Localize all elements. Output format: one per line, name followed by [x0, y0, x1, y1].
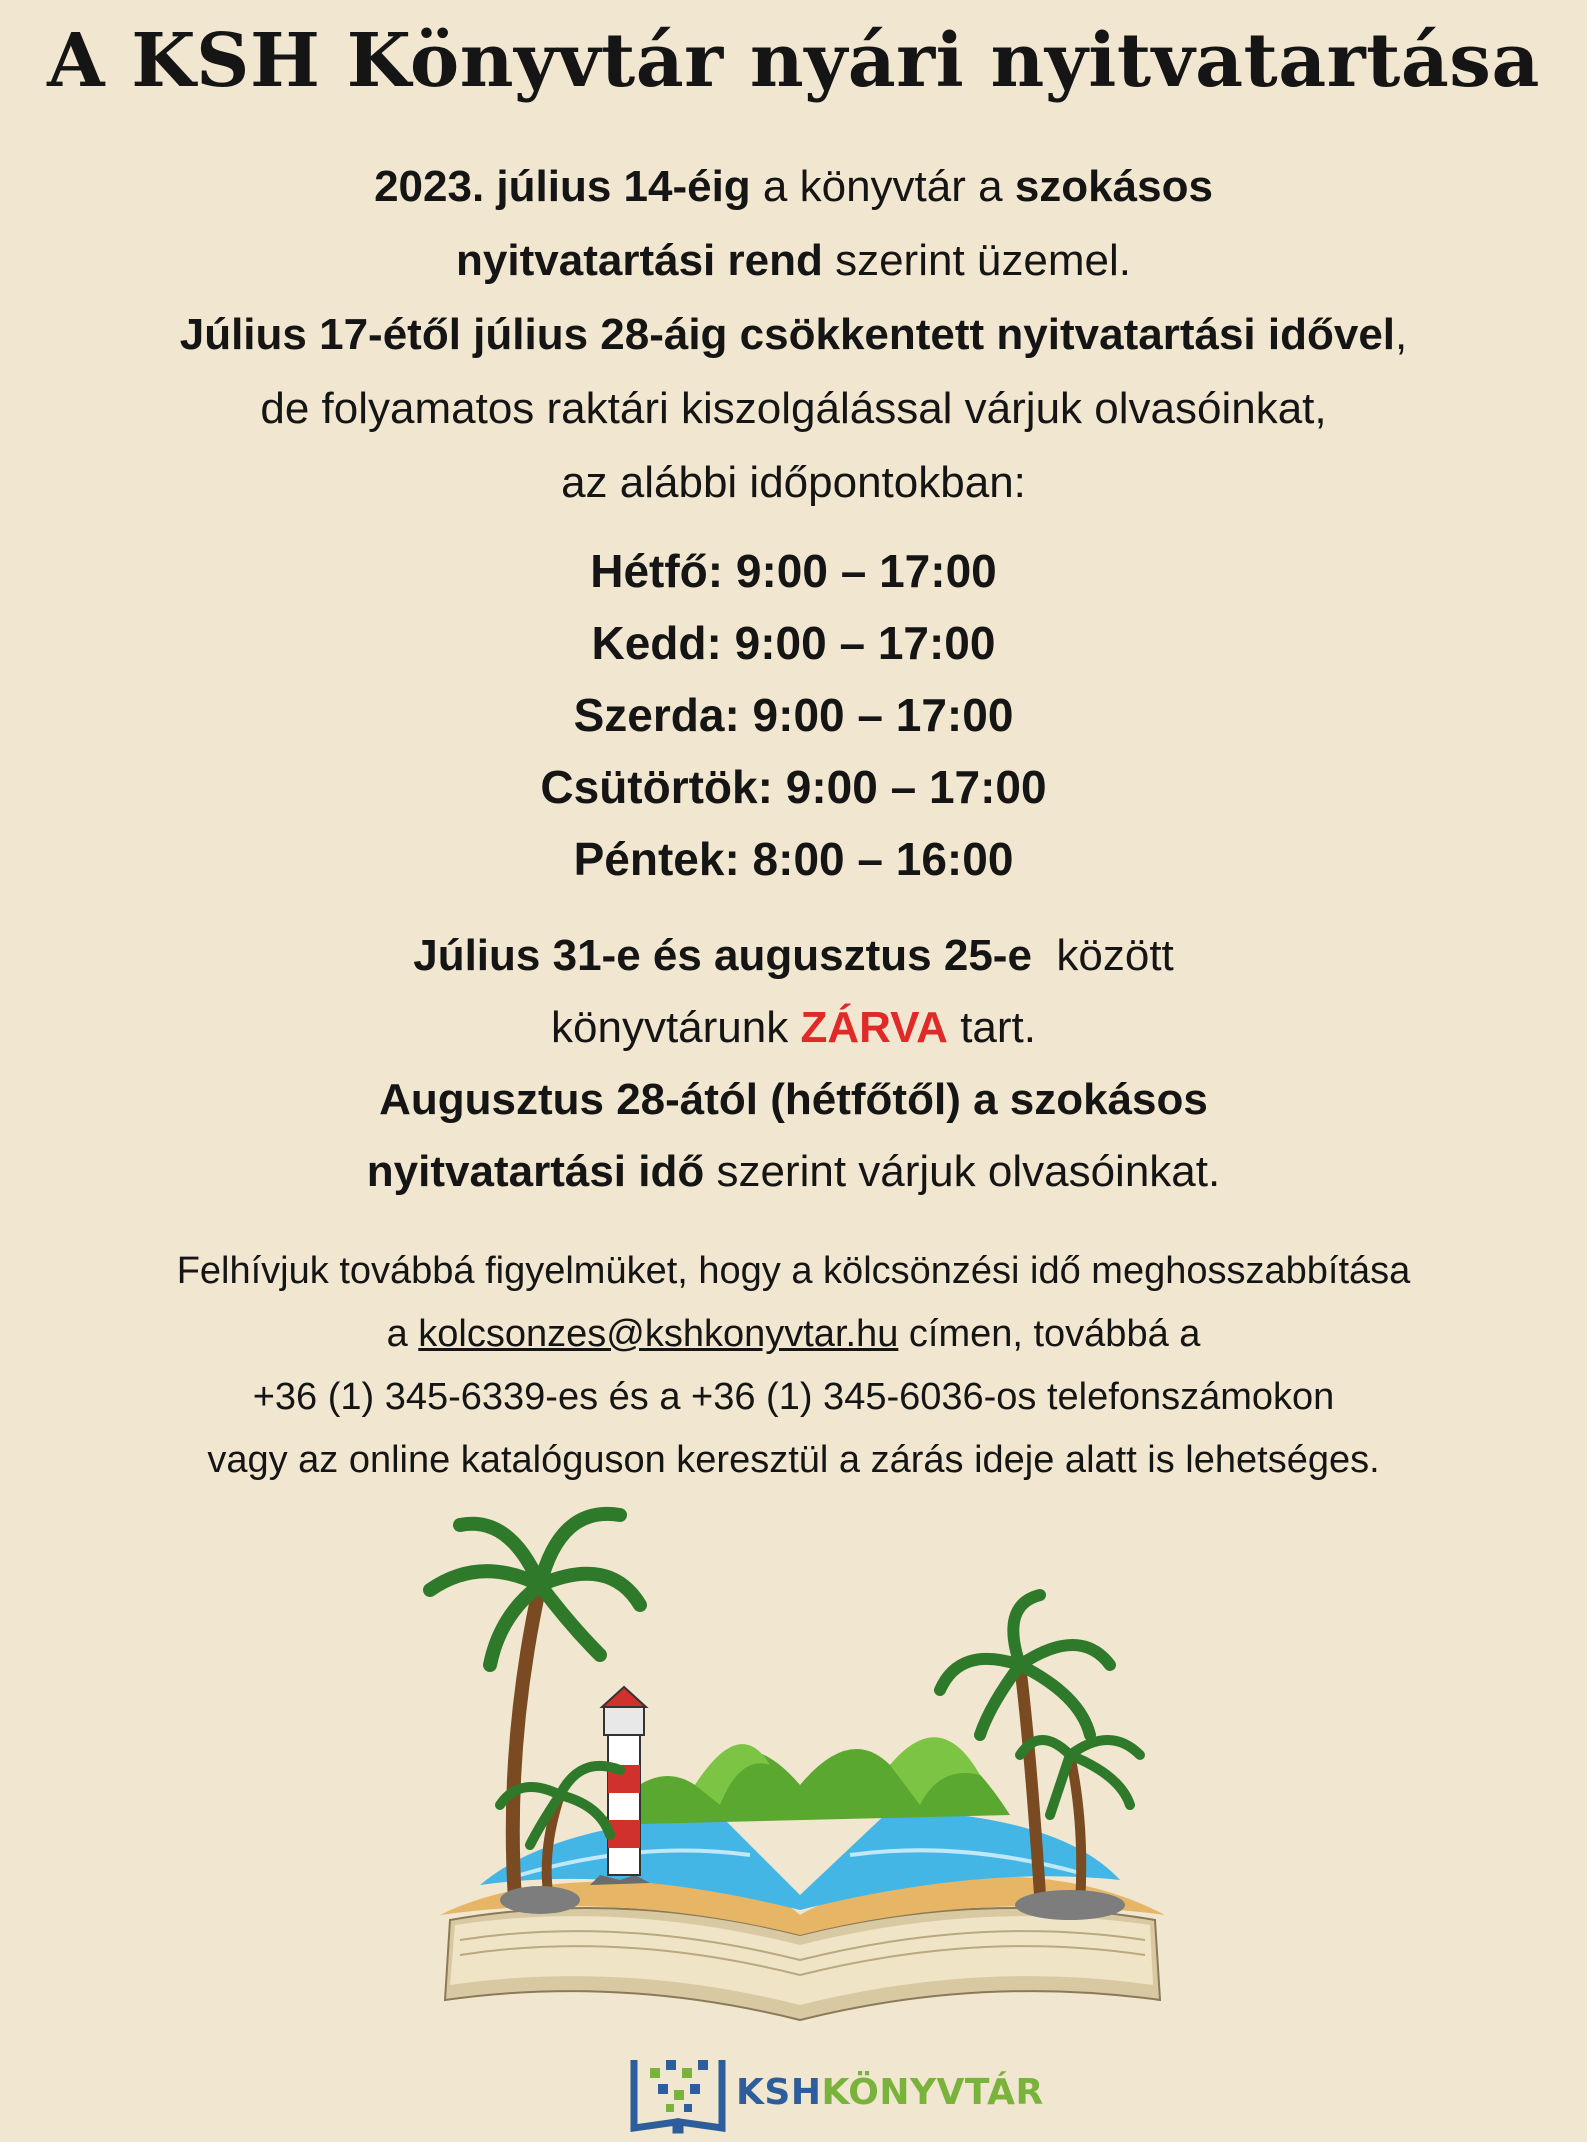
notice-line-3: +36 (1) 345-6339-es és a +36 (1) 345-6036-os telefonszámokon: [252, 1376, 1335, 1418]
notice-line-4: vagy az online katalóguson keresztül a zárás ideje alatt is lehetséges.: [207, 1439, 1380, 1481]
intro-line-3: Július 17-étől július 28-áig csökkentett nyitvatartási idővel,: [179, 310, 1408, 359]
closed-label: ZÁRVA: [800, 1003, 948, 1052]
intro-line-5: az alábbi időpontokban:: [561, 458, 1026, 507]
hours-row-thursday: Csütörtök: 9:00 – 17:00: [540, 761, 1047, 813]
ksh-konyvtar-logo: [628, 2050, 1044, 2134]
notice-line-2: a kolcsonzes@kshkonyvtar.hu címen, továbbá a: [386, 1313, 1201, 1355]
intro-line-4: de folyamatos raktári kiszolgálással várjuk olvasóinkat,: [260, 384, 1327, 433]
library-logo-icon: [628, 2050, 728, 2134]
hours-row-friday: Péntek: 8:00 – 16:00: [573, 833, 1014, 885]
intro-text: [0, 150, 1587, 520]
notice-line-1: Felhívjuk továbbá figyelmüket, hogy a kölcsönzési idő meghosszabbítása: [176, 1250, 1411, 1292]
opening-hours-list: [0, 535, 1587, 895]
hours-row-tuesday: Kedd: 9:00 – 17:00: [591, 617, 996, 669]
closure-text: [0, 920, 1587, 1208]
closure-line-1: Július 31-e és augusztus 25-e között: [413, 931, 1174, 980]
notice-text: [0, 1240, 1587, 1492]
logo-wordmark: KSHKÖNYVTÁR: [736, 2071, 1044, 2113]
intro-line-2: nyitvatartási rend szerint üzemel.: [456, 236, 1131, 285]
email-link[interactable]: kolcsonzes@kshkonyvtar.hu: [418, 1313, 899, 1355]
closure-line-3: Augusztus 28-ától (hétfőtől) a szokásos: [379, 1075, 1208, 1124]
hours-row-wednesday: Szerda: 9:00 – 17:00: [573, 689, 1014, 741]
hours-row-monday: Hétfő: 9:00 – 17:00: [590, 545, 997, 597]
intro-line-1: 2023. július 14-éig a könyvtár a szokásos: [374, 162, 1213, 211]
closure-line-4: nyitvatartási idő szerint várjuk olvasóinkat.: [366, 1147, 1221, 1196]
page-title: A KSH Könyvtár nyári nyitvatartása: [47, 18, 1540, 104]
closure-line-2: könyvtárunk ZÁRVA tart.: [551, 1003, 1036, 1052]
open-book-island-illustration: [420, 1495, 1180, 2035]
